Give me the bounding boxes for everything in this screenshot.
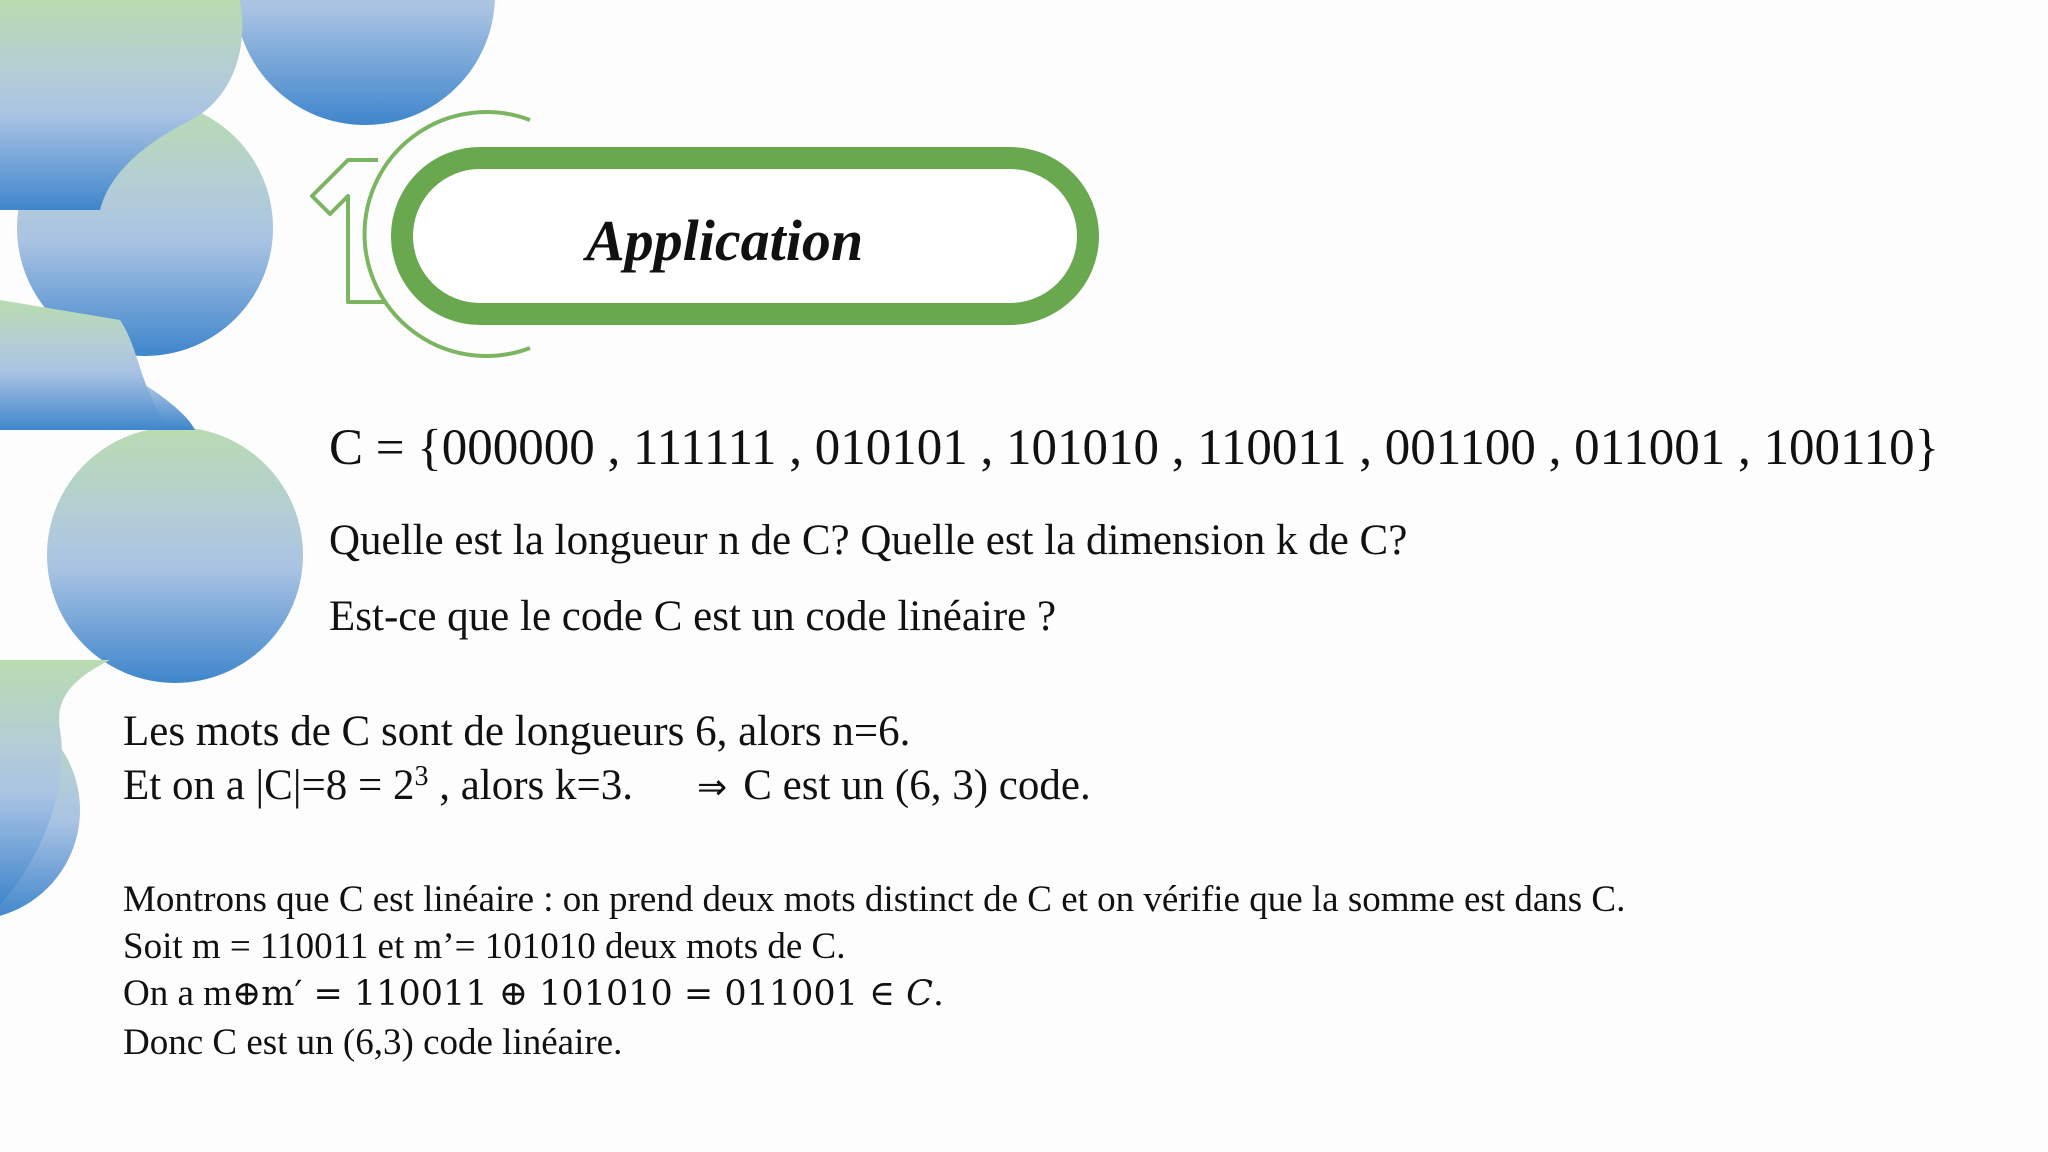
code-set-definition: C = {000000 , 111111 , 010101 , 101010 , 110011 , 001100 , 011001 , 100110} bbox=[329, 420, 1940, 476]
proof-choose-words: Soit m = 110011 et m’= 101010 deux mots de C. bbox=[123, 926, 846, 967]
answer-dimension bbox=[123, 758, 1091, 816]
question-linearity: Est-ce que le code C est un code linéaire ? bbox=[329, 593, 1057, 640]
answer-dimension-text: Et on a |C|=8 = 2 bbox=[123, 762, 415, 809]
xor-formula: ⊕m′ = 110011 ⊕ 101010 = 011001 ∈ bbox=[231, 974, 907, 1014]
set-symbol: C bbox=[906, 974, 933, 1014]
answer-length: Les mots de C sont de longueurs 6, alors n=6. bbox=[123, 708, 911, 755]
proof-conclusion: Donc C est un (6,3) code linéaire. bbox=[123, 1022, 623, 1063]
proof-xor-sum bbox=[123, 970, 944, 1018]
exponent: 3 bbox=[414, 761, 429, 792]
implies-arrow: ⇒ bbox=[697, 767, 728, 808]
slide-title: Application bbox=[586, 208, 864, 273]
answer-dimension-text-2: , alors k=3. bbox=[428, 762, 634, 809]
proof-intro: Montrons que C est linéaire : on prend deux mots distinct de C et on vérifie que la somme est dans C. bbox=[123, 879, 1626, 920]
formula-period: . bbox=[932, 974, 945, 1014]
question-length-dimension: Quelle est la longueur n de C? Quelle est la dimension k de C? bbox=[329, 517, 1408, 564]
answer-conclusion: C est un (6, 3) code. bbox=[743, 762, 1091, 809]
proof-xor-prefix: On a m bbox=[123, 973, 232, 1014]
